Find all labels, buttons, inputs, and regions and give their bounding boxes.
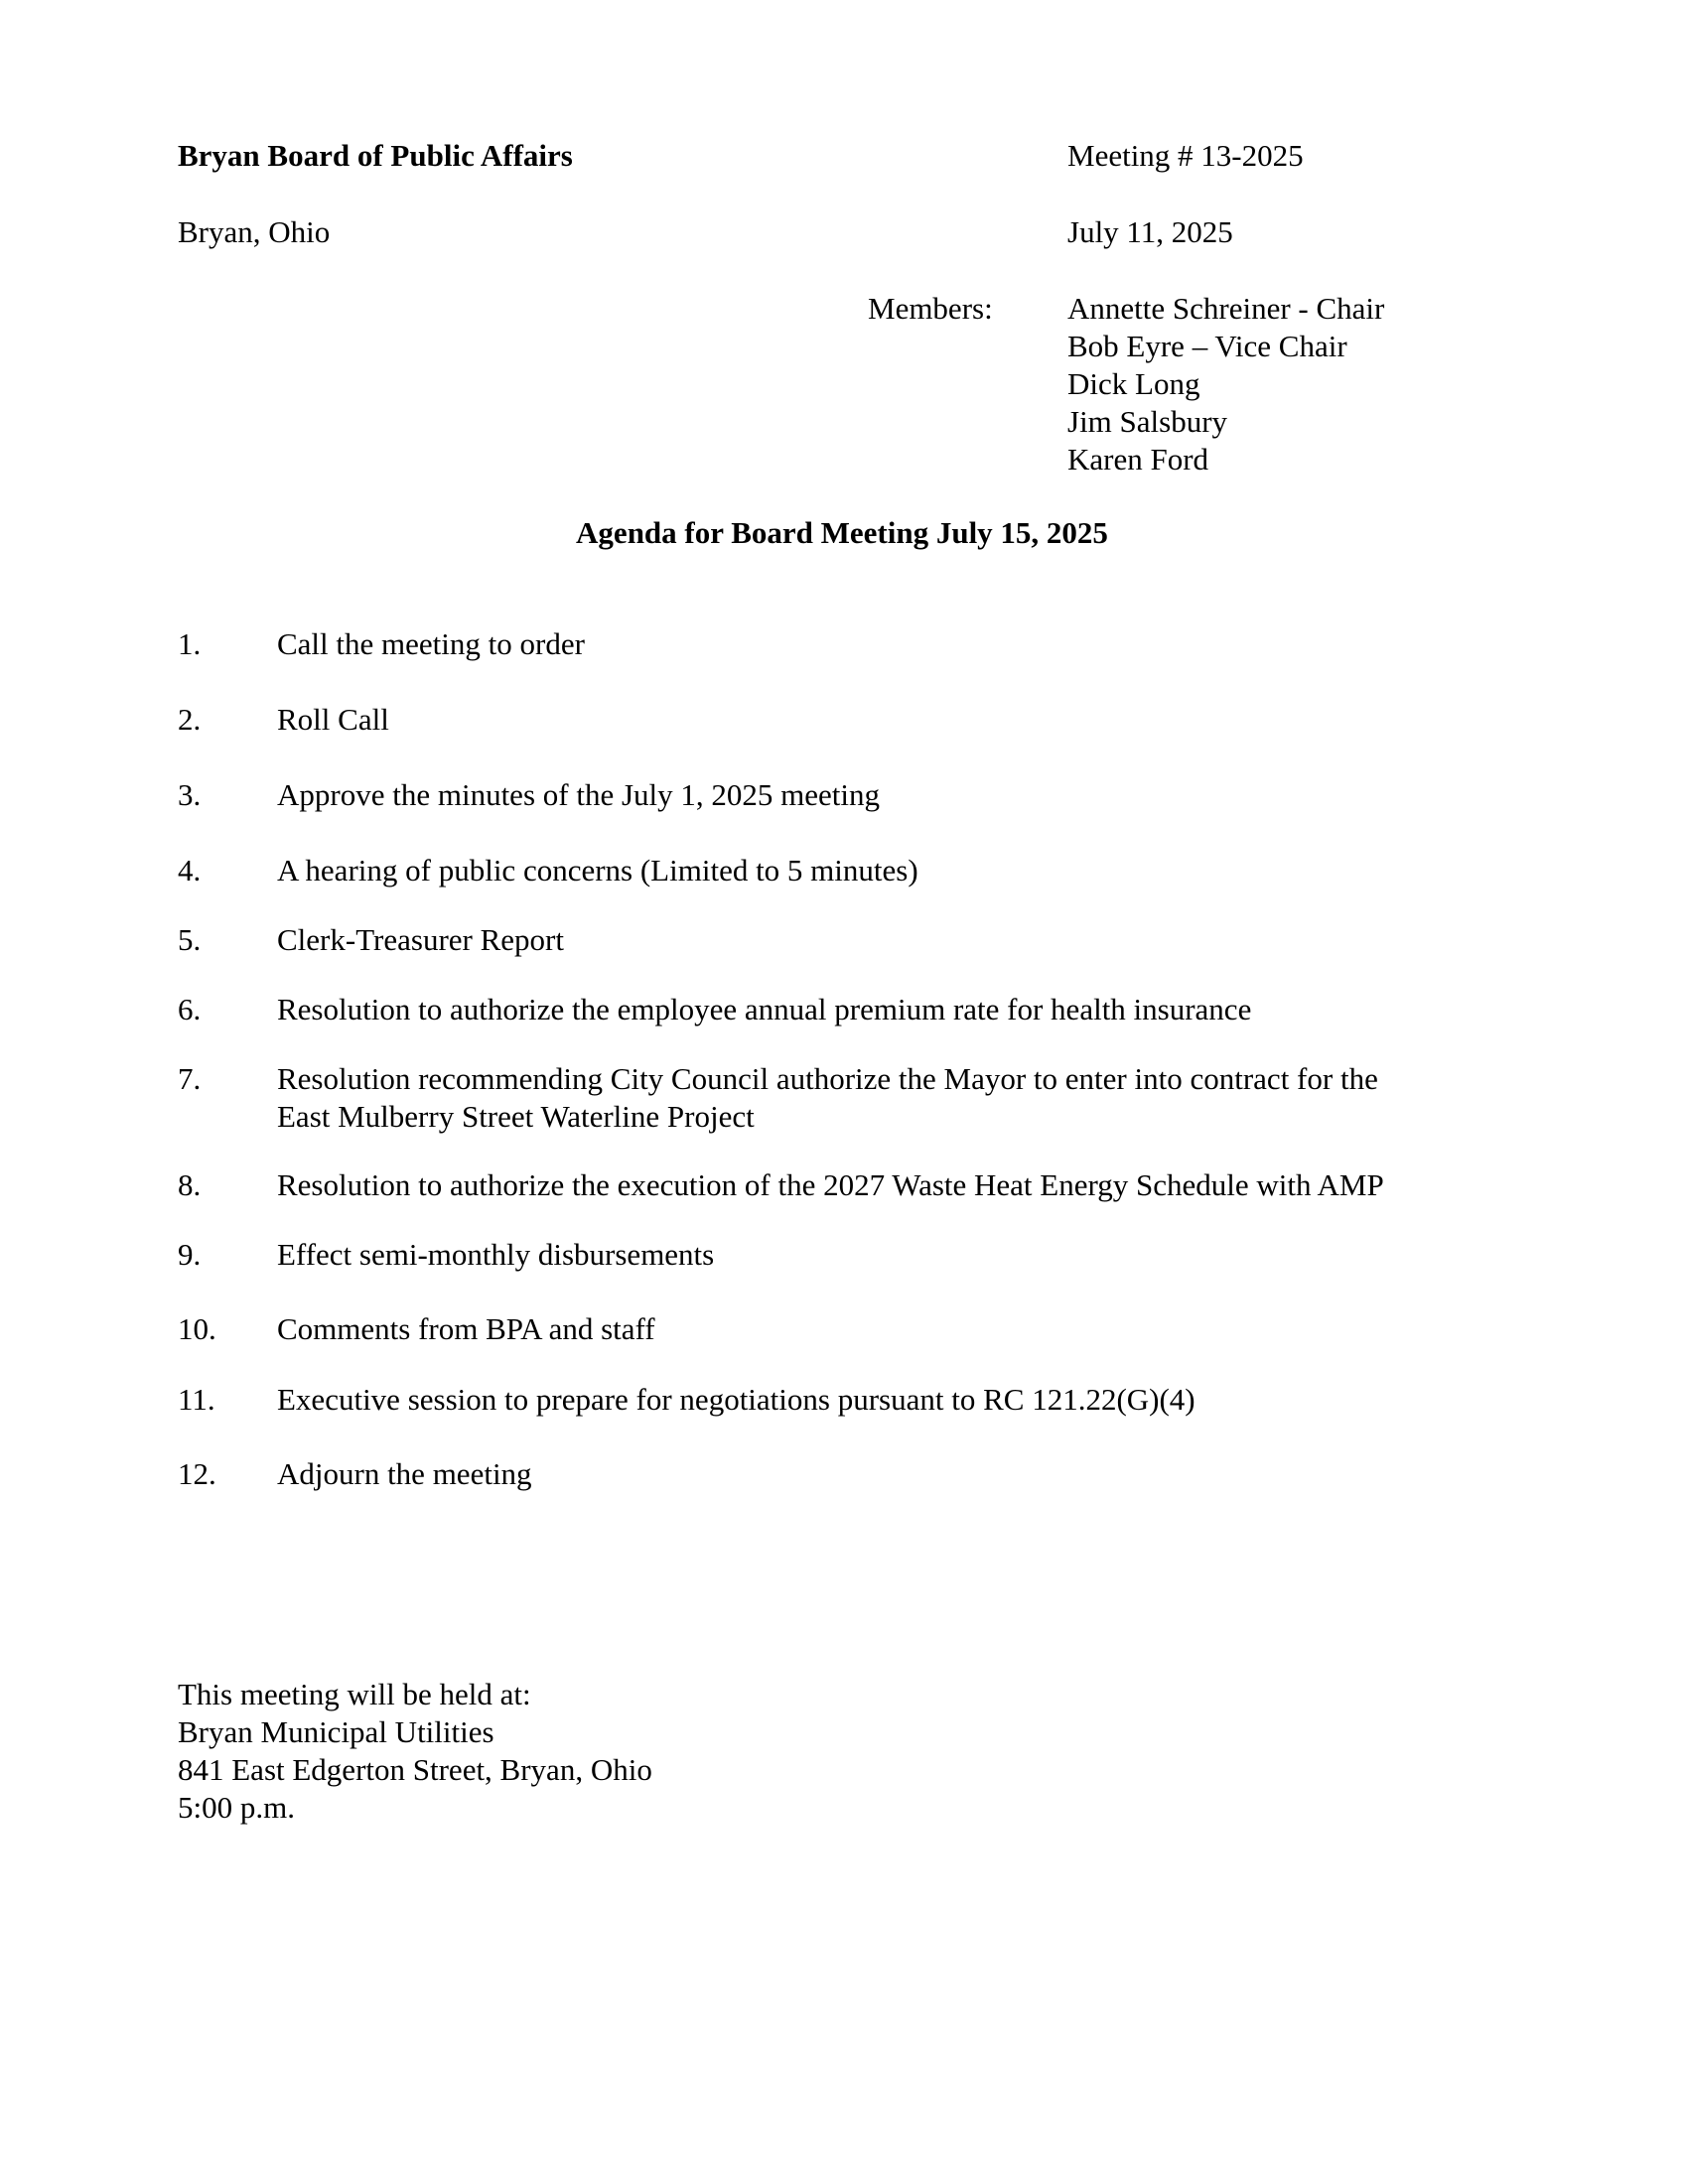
meeting-location-block <box>178 1676 652 1827</box>
agenda-item-number: 9. <box>178 1237 202 1272</box>
agenda-item-number: 3. <box>178 777 202 812</box>
agenda-item-number: 11. <box>178 1382 215 1417</box>
agenda-title <box>0 514 1688 552</box>
agenda-item-text: Clerk-Treasurer Report <box>277 922 564 957</box>
agenda-item-number: 6. <box>178 992 202 1026</box>
agenda-item-text: Executive session to prepare for negotiations pursuant to RC 121.22(G)(4) <box>277 1382 1196 1417</box>
members-list <box>1067 290 1384 478</box>
agenda-item-number: 1. <box>178 626 202 661</box>
venue-address: 841 East Edgerton Street, Bryan, Ohio <box>178 1752 652 1787</box>
document-date: July 11, 2025 <box>1067 214 1233 249</box>
agenda-item-text: Approve the minutes of the July 1, 2025 meeting <box>277 777 880 812</box>
agenda-title-text: Agenda for Board Meeting July 15, 2025 <box>576 515 1108 550</box>
member-name: Annette Schreiner - Chair <box>1067 291 1385 326</box>
agenda-item-text: Resolution to authorize the employee annual premium rate for health insurance <box>277 992 1252 1026</box>
agenda-item-number: 8. <box>178 1167 202 1202</box>
meeting-time: 5:00 p.m. <box>178 1790 295 1825</box>
agenda-item-text: Resolution recommending City Council authorize the Mayor to enter into contract for the <box>277 1061 1378 1096</box>
location-intro: This meeting will be held at: <box>178 1677 531 1711</box>
organization-location: Bryan, Ohio <box>178 214 331 249</box>
organization-name: Bryan Board of Public Affairs <box>178 138 573 173</box>
agenda-item-text: Effect semi-monthly disbursements <box>277 1237 715 1272</box>
agenda-item-text: Roll Call <box>277 702 389 737</box>
venue-name: Bryan Municipal Utilities <box>178 1714 494 1749</box>
member-name: Bob Eyre – Vice Chair <box>1067 329 1347 363</box>
agenda-item-text: A hearing of public concerns (Limited to 5 minutes) <box>277 853 918 887</box>
member-name: Jim Salsbury <box>1067 404 1228 439</box>
agenda-item-number: 12. <box>178 1456 216 1491</box>
agenda-item-number: 5. <box>178 922 202 957</box>
agenda-item-number: 7. <box>178 1061 202 1096</box>
member-name: Dick Long <box>1067 366 1200 401</box>
agenda-item-text: Resolution to authorize the execution of the 2027 Waste Heat Energy Schedule with AMP <box>277 1167 1384 1202</box>
agenda-item-text: Comments from BPA and staff <box>277 1311 655 1346</box>
agenda-item-number: 4. <box>178 853 202 887</box>
agenda-item-number: 2. <box>178 702 202 737</box>
member-name: Karen Ford <box>1067 442 1209 477</box>
agenda-item-number: 10. <box>178 1311 216 1346</box>
agenda-item-text: Call the meeting to order <box>277 626 585 661</box>
meeting-number: Meeting # 13-2025 <box>1067 138 1304 173</box>
agenda-item-text: Adjourn the meeting <box>277 1456 532 1491</box>
members-label: Members: <box>868 291 993 326</box>
agenda-item-text-continued: East Mulberry Street Waterline Project <box>277 1099 755 1134</box>
